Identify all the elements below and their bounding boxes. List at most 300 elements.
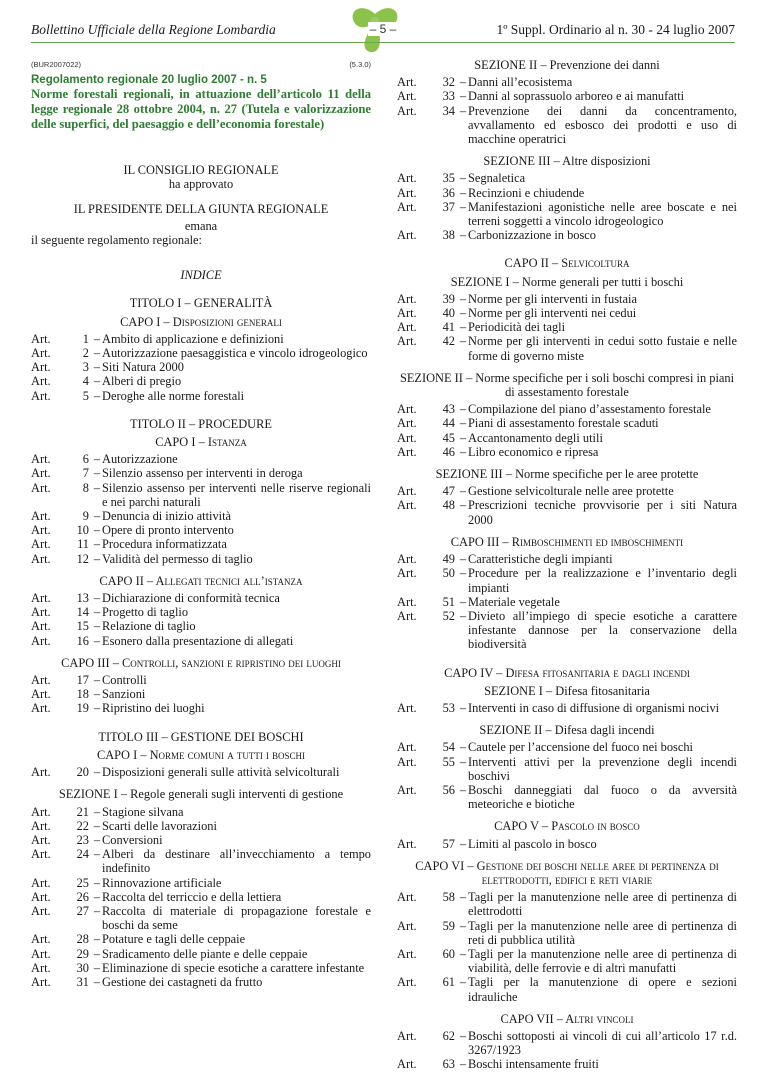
entry-number: 63 bbox=[442, 1057, 455, 1072]
entry-art-label: Art. bbox=[31, 889, 51, 904]
entry-dash: – bbox=[93, 551, 101, 566]
entry-dash: – bbox=[459, 946, 467, 961]
entry-number: 25 bbox=[76, 875, 89, 890]
index-entry bbox=[397, 416, 737, 430]
section-heading: CAPO IV – Difesa fitosanitaria e dagli incendi bbox=[444, 665, 690, 680]
bur-code: (BUR2007022) bbox=[31, 60, 82, 69]
entry-number: 26 bbox=[76, 889, 89, 904]
entry-dash: – bbox=[459, 185, 467, 200]
subsection-heading: CAPO III – Rimboschimenti ed imboschimenti bbox=[450, 534, 684, 549]
entry-number: 40 bbox=[442, 306, 455, 321]
entry-dash: – bbox=[459, 594, 467, 609]
entry-title: Compilazione del piano d’assestamento forestale bbox=[468, 402, 711, 417]
section-heading: TITOLO III – GESTIONE DEI BOSCHI bbox=[98, 729, 304, 744]
entry-art-label: Art. bbox=[397, 306, 417, 321]
entry-dash: – bbox=[459, 975, 467, 990]
index-entry bbox=[31, 591, 371, 605]
index-entry bbox=[31, 890, 371, 904]
entry-number: 1 bbox=[82, 331, 89, 346]
index-entry bbox=[397, 320, 737, 334]
entry-number: 2 bbox=[82, 346, 89, 361]
entry-title: Procedure per la realizzazione e l’inventario degli impianti bbox=[468, 566, 737, 595]
entry-art-label: Art. bbox=[31, 388, 51, 403]
index-entry bbox=[397, 89, 737, 103]
entry-title: Gestione dei castagneti da frutto bbox=[102, 974, 263, 989]
entry-dash: – bbox=[459, 608, 467, 623]
entry-art-label: Art. bbox=[31, 960, 51, 975]
entry-dash: – bbox=[93, 619, 101, 634]
entry-dash: – bbox=[459, 199, 467, 214]
bur-ref: (5.3.0) bbox=[349, 60, 371, 69]
entry-art-label: Art. bbox=[31, 875, 51, 890]
entry-number: 29 bbox=[76, 946, 89, 961]
entry-dash: – bbox=[93, 360, 101, 375]
index-entry bbox=[31, 833, 371, 847]
president-line: IL PRESIDENTE DELLA GIUNTA REGIONALE bbox=[73, 201, 329, 216]
entry-art-label: Art. bbox=[397, 1028, 417, 1043]
entry-art-label: Art. bbox=[31, 619, 51, 634]
entry-number: 53 bbox=[442, 700, 455, 715]
entry-dash: – bbox=[459, 334, 467, 349]
entry-dash: – bbox=[459, 890, 467, 905]
entry-number: 28 bbox=[76, 932, 89, 947]
enacts-line: emana bbox=[184, 218, 218, 233]
entry-title: Raccolta del terriccio e della lettiera bbox=[102, 889, 282, 904]
entry-title: Procedura informatizzata bbox=[102, 537, 227, 552]
entry-art-label: Art. bbox=[31, 374, 51, 389]
entry-art-label: Art. bbox=[397, 1057, 417, 1072]
index-entry bbox=[397, 200, 737, 228]
index-entry bbox=[397, 292, 737, 306]
entry-title: Caratteristiche degli impianti bbox=[468, 552, 613, 567]
entry-art-label: Art. bbox=[397, 498, 417, 513]
index-heading: INDICE bbox=[180, 268, 222, 283]
entry-art-label: Art. bbox=[397, 444, 417, 459]
subsection-heading: CAPO I – Istanza bbox=[155, 435, 247, 450]
index-entry bbox=[397, 445, 737, 459]
header-publication: Bollettino Ufficiale della Regione Lombardia bbox=[31, 22, 276, 37]
entry-number: 24 bbox=[76, 847, 89, 862]
entry-title: Norme per gli interventi in cedui sotto fustaie e nelle forme di governo miste bbox=[468, 334, 737, 363]
entry-title: Ripristino dei luoghi bbox=[102, 701, 205, 716]
entry-dash: – bbox=[93, 687, 101, 702]
entry-number: 59 bbox=[442, 918, 455, 933]
right-column bbox=[397, 58, 737, 1072]
entry-number: 4 bbox=[82, 374, 89, 389]
entry-dash: – bbox=[93, 701, 101, 716]
entry-dash: – bbox=[459, 754, 467, 769]
index-entry bbox=[31, 374, 371, 388]
bur-codes bbox=[31, 58, 371, 72]
index-entry bbox=[397, 740, 737, 754]
entry-dash: – bbox=[459, 700, 467, 715]
index-entry bbox=[397, 890, 737, 918]
entry-number: 57 bbox=[442, 836, 455, 851]
entry-number: 45 bbox=[442, 430, 455, 445]
entry-dash: – bbox=[93, 960, 101, 975]
index-entry bbox=[397, 947, 737, 975]
entry-number: 55 bbox=[442, 754, 455, 769]
entry-dash: – bbox=[93, 633, 101, 648]
header-issue: 1º Suppl. Ordinario al n. 30 - 24 luglio 2007 bbox=[496, 22, 735, 37]
subsection-heading: CAPO VII – Altri vincoli bbox=[500, 1011, 634, 1026]
index-entry bbox=[397, 701, 737, 715]
entry-number: 43 bbox=[442, 402, 455, 417]
entry-title: Alberi da destinare all’invecchiamento a tempo indefinito bbox=[102, 847, 371, 876]
entry-art-label: Art. bbox=[31, 946, 51, 961]
index-entry bbox=[31, 552, 371, 566]
entry-art-label: Art. bbox=[397, 171, 417, 186]
index-entry bbox=[397, 1057, 737, 1071]
entry-dash: – bbox=[459, 484, 467, 499]
entry-title: Conversioni bbox=[102, 832, 163, 847]
index-entry bbox=[397, 104, 737, 147]
entry-dash: – bbox=[93, 875, 101, 890]
entry-dash: – bbox=[459, 171, 467, 186]
entry-art-label: Art. bbox=[31, 551, 51, 566]
entry-number: 6 bbox=[82, 452, 89, 467]
entry-art-label: Art. bbox=[397, 185, 417, 200]
entry-art-label: Art. bbox=[397, 782, 417, 797]
entry-number: 62 bbox=[442, 1028, 455, 1043]
index-entry bbox=[397, 566, 737, 594]
entry-art-label: Art. bbox=[31, 346, 51, 361]
entry-title: Cautele per l’accensione del fuoco nei boschi bbox=[468, 740, 694, 755]
index-entry bbox=[397, 919, 737, 947]
approved-line: ha approvato bbox=[168, 177, 234, 192]
entry-title: Norme per gli interventi in fustaia bbox=[468, 291, 637, 306]
entry-art-label: Art. bbox=[31, 687, 51, 702]
index-entry bbox=[31, 605, 371, 619]
header-rule bbox=[31, 42, 735, 43]
index-entry bbox=[397, 783, 737, 811]
entry-art-label: Art. bbox=[397, 700, 417, 715]
index-entry bbox=[31, 805, 371, 819]
entry-art-label: Art. bbox=[397, 199, 417, 214]
entry-art-label: Art. bbox=[397, 836, 417, 851]
entry-art-label: Art. bbox=[31, 804, 51, 819]
index-entry bbox=[31, 509, 371, 523]
entry-art-label: Art. bbox=[397, 594, 417, 609]
entry-dash: – bbox=[459, 402, 467, 417]
entry-dash: – bbox=[459, 89, 467, 104]
index-entry bbox=[31, 975, 371, 989]
entry-dash: – bbox=[459, 566, 467, 581]
subsection-heading: CAPO II – Allegati tecnici all’istanza bbox=[99, 573, 303, 588]
entry-dash: – bbox=[93, 452, 101, 467]
entry-number: 21 bbox=[76, 804, 89, 819]
entry-art-label: Art. bbox=[31, 452, 51, 467]
entry-art-label: Art. bbox=[397, 918, 417, 933]
entry-dash: – bbox=[459, 103, 467, 118]
subsection-heading: SEZIONE I – Difesa fitosanitaria bbox=[484, 683, 650, 698]
subsection-heading: SEZIONE II – Prevenzione dei danni bbox=[474, 58, 660, 72]
entry-art-label: Art. bbox=[31, 903, 51, 918]
entry-title: Tagli per la manutenzione nelle aree di pertinenza di elettrodotti bbox=[468, 890, 737, 919]
entry-number: 39 bbox=[442, 291, 455, 306]
entry-dash: – bbox=[93, 804, 101, 819]
entry-title: Autorizzazione paesaggistica e vincolo idrogeologico bbox=[102, 346, 368, 361]
entry-title: Limiti al pascolo in bosco bbox=[468, 836, 597, 851]
index-entry bbox=[31, 673, 371, 687]
entry-art-label: Art. bbox=[397, 946, 417, 961]
right-index bbox=[397, 58, 737, 1072]
entry-number: 36 bbox=[442, 185, 455, 200]
entry-dash: – bbox=[93, 673, 101, 688]
entry-number: 19 bbox=[76, 701, 89, 716]
entry-art-label: Art. bbox=[31, 633, 51, 648]
entry-number: 23 bbox=[76, 832, 89, 847]
entry-title: Danni all’ecosistema bbox=[468, 75, 573, 90]
entry-number: 3 bbox=[82, 360, 89, 375]
index-entry bbox=[397, 306, 737, 320]
subsection-heading: CAPO I – Disposizioni generali bbox=[120, 314, 282, 329]
entry-title: Piani di assestamento forestale scaduti bbox=[468, 416, 659, 431]
index-entry bbox=[397, 837, 737, 851]
index-entry bbox=[397, 595, 737, 609]
index-entry bbox=[31, 360, 371, 374]
entry-dash: – bbox=[93, 466, 101, 481]
entry-number: 54 bbox=[442, 740, 455, 755]
index-entry bbox=[397, 75, 737, 89]
entry-art-label: Art. bbox=[31, 701, 51, 716]
entry-art-label: Art. bbox=[397, 402, 417, 417]
index-entry bbox=[31, 687, 371, 701]
entry-title: Autorizzazione bbox=[102, 452, 178, 467]
entry-dash: – bbox=[93, 932, 101, 947]
following-line: il seguente regolamento regionale: bbox=[31, 233, 202, 247]
entry-dash: – bbox=[93, 509, 101, 524]
entry-title: Ambito di applicazione e definizioni bbox=[102, 331, 284, 346]
entry-title: Materiale vegetale bbox=[468, 594, 560, 609]
entry-art-label: Art. bbox=[31, 974, 51, 989]
entry-dash: – bbox=[93, 605, 101, 620]
subsection-heading: SEZIONE I – Regole generali sugli interventi di gestione bbox=[58, 787, 344, 802]
entry-art-label: Art. bbox=[397, 228, 417, 243]
entry-number: 38 bbox=[442, 228, 455, 243]
page-number: – 5 – bbox=[369, 22, 397, 36]
index-entry bbox=[397, 402, 737, 416]
subsection-heading: SEZIONE III – Norme specifiche per le aree protette bbox=[435, 467, 699, 482]
index-entry bbox=[31, 765, 371, 779]
index-entry bbox=[31, 847, 371, 875]
entry-dash: – bbox=[459, 228, 467, 243]
entry-title: Libro economico e ripresa bbox=[468, 444, 599, 459]
entry-title: Prescrizioni tecniche provvisorie per i siti Natura 2000 bbox=[468, 498, 737, 527]
entry-art-label: Art. bbox=[397, 103, 417, 118]
page-header bbox=[0, 0, 768, 50]
index-entry bbox=[31, 332, 371, 346]
entry-art-label: Art. bbox=[397, 75, 417, 90]
entry-title: Alberi di pregio bbox=[102, 374, 182, 389]
entry-dash: – bbox=[459, 416, 467, 431]
entry-title: Denuncia di inizio attività bbox=[102, 509, 232, 524]
entry-title: Tagli per la manutenzione nelle aree di pertinenza di reti di pubblica utilità bbox=[468, 918, 737, 947]
council-line: IL CONSIGLIO REGIONALE bbox=[123, 163, 279, 178]
entry-dash: – bbox=[93, 974, 101, 989]
entry-number: 47 bbox=[442, 484, 455, 499]
entry-art-label: Art. bbox=[397, 416, 417, 431]
entry-dash: – bbox=[93, 903, 101, 918]
entry-title: Sradicamento delle piante e delle ceppaie bbox=[102, 946, 308, 961]
entry-art-label: Art. bbox=[31, 523, 51, 538]
index-entry bbox=[397, 171, 737, 185]
entry-number: 61 bbox=[442, 975, 455, 990]
entry-dash: – bbox=[93, 480, 101, 495]
entry-number: 51 bbox=[442, 594, 455, 609]
entry-art-label: Art. bbox=[31, 832, 51, 847]
entry-title: Prevenzione dei danni da concentramento, avvallamento ed esbosco dei prodotti e uso di macchine operatrici bbox=[468, 103, 737, 147]
index-entry bbox=[31, 634, 371, 648]
entry-dash: – bbox=[459, 498, 467, 513]
entry-title: Gestione selvicolturale nelle aree protette bbox=[468, 484, 674, 499]
entry-title: Boschi danneggiati dal fuoco o da avversità meteoriche e biotiche bbox=[468, 782, 737, 812]
entry-dash: – bbox=[459, 1028, 467, 1043]
entry-art-label: Art. bbox=[31, 509, 51, 524]
entry-art-label: Art. bbox=[397, 334, 417, 349]
entry-title: Disposizioni generali sulle attività selvicolturali bbox=[102, 765, 340, 780]
entry-number: 52 bbox=[442, 608, 455, 623]
index-entry bbox=[31, 523, 371, 537]
entry-number: 10 bbox=[76, 523, 89, 538]
entry-art-label: Art. bbox=[31, 932, 51, 947]
entry-number: 37 bbox=[442, 199, 455, 214]
entry-number: 60 bbox=[442, 946, 455, 961]
left-index bbox=[31, 296, 371, 989]
entry-dash: – bbox=[93, 591, 101, 606]
index-entry bbox=[31, 481, 371, 509]
entry-title: Accantonamento degli utili bbox=[468, 430, 603, 445]
entry-art-label: Art. bbox=[397, 430, 417, 445]
index-entry bbox=[397, 334, 737, 362]
entry-art-label: Art. bbox=[31, 480, 51, 495]
index-entry bbox=[31, 346, 371, 360]
entry-number: 16 bbox=[76, 633, 89, 648]
entry-title: Silenzio assenso per interventi nelle riserve regionali e nei parchi naturali bbox=[102, 480, 371, 509]
index-entry bbox=[397, 431, 737, 445]
section-heading: TITOLO II – PROCEDURE bbox=[130, 416, 272, 431]
entry-title: Boschi sottoposti ai vincoli di cui all’articolo 17 r.d. 3267/1923 bbox=[468, 1028, 737, 1058]
entry-title: Interventi in caso di diffusione di organismi nocivi bbox=[468, 700, 720, 715]
entry-art-label: Art. bbox=[397, 754, 417, 769]
entry-title: Danni al soprassuolo arboreo e ai manufatti bbox=[468, 89, 685, 104]
entry-number: 14 bbox=[76, 605, 89, 620]
entry-number: 17 bbox=[76, 673, 89, 688]
index-entry bbox=[397, 186, 737, 200]
entry-number: 41 bbox=[442, 320, 455, 335]
entry-art-label: Art. bbox=[31, 537, 51, 552]
entry-dash: – bbox=[459, 552, 467, 567]
entry-art-label: Art. bbox=[31, 605, 51, 620]
entry-number: 13 bbox=[76, 591, 89, 606]
index-entry bbox=[31, 961, 371, 975]
entry-art-label: Art. bbox=[397, 975, 417, 990]
entry-title: Raccolta di materiale di propagazione forestale e boschi da seme bbox=[102, 903, 371, 933]
entry-number: 30 bbox=[76, 960, 89, 975]
entry-title: Dichiarazione di conformità tecnica bbox=[102, 591, 280, 606]
subsection-heading: CAPO III – Controlli, sanzioni e ripristino dei luoghi bbox=[61, 655, 341, 670]
index-entry bbox=[397, 552, 737, 566]
entry-title: Validità del permesso di taglio bbox=[102, 551, 253, 566]
subsection-heading: CAPO V – Pascolo in bosco bbox=[494, 819, 640, 834]
entry-dash: – bbox=[93, 388, 101, 403]
entry-title: Norme per gli interventi nei cedui bbox=[468, 306, 637, 321]
entry-number: 22 bbox=[76, 818, 89, 833]
entry-dash: – bbox=[93, 346, 101, 361]
entry-title: Boschi intensamente fruiti bbox=[468, 1057, 599, 1072]
index-entry bbox=[397, 484, 737, 498]
entry-number: 48 bbox=[442, 498, 455, 513]
entry-dash: – bbox=[459, 444, 467, 459]
section-heading: CAPO II – Selvicoltura bbox=[504, 256, 630, 271]
entry-title: Stagione silvana bbox=[102, 804, 184, 819]
subsection-heading: SEZIONE II – Difesa dagli incendi bbox=[479, 723, 655, 738]
entry-title: Recinzioni e chiudende bbox=[468, 185, 585, 200]
index-entry bbox=[31, 452, 371, 466]
entry-dash: – bbox=[459, 740, 467, 755]
subsection-heading: CAPO I – Norme comuni a tutti i boschi bbox=[96, 747, 306, 762]
entry-title: Potature e tagli delle ceppaie bbox=[102, 932, 246, 947]
subsection-heading: CAPO VI – Gestione dei boschi nelle aree di pertinenza di elettrodotti, edifici e reti viarie bbox=[415, 858, 719, 887]
entry-art-label: Art. bbox=[31, 466, 51, 481]
index-entry bbox=[397, 228, 737, 242]
entry-number: 44 bbox=[442, 416, 455, 431]
index-entry bbox=[397, 1029, 737, 1057]
entry-dash: – bbox=[93, 331, 101, 346]
entry-art-label: Art. bbox=[397, 890, 417, 905]
regulation-title: Regolamento regionale 20 luglio 2007 - n. 5 bbox=[31, 74, 267, 87]
regulation-subtitle: Norme forestali regionali, in attuazione dell’articolo 11 della legge regionale 28 ottobre 2004, n. 27 (Tutela e valorizzazione delle superfici, del paesaggio e dell’economia forestale) bbox=[31, 87, 371, 131]
index-entry bbox=[31, 389, 371, 403]
entry-dash: – bbox=[459, 1057, 467, 1072]
entry-title: Opere di pronto intervento bbox=[102, 523, 234, 538]
entry-title: Tagli per la manutenzione nelle aree di pertinenza di viabilità, delle ferrovie e di altri manufatti bbox=[468, 946, 737, 976]
entry-number: 58 bbox=[442, 890, 455, 905]
entry-art-label: Art. bbox=[397, 484, 417, 499]
index-entry bbox=[31, 876, 371, 890]
index-entry bbox=[397, 975, 737, 1003]
entry-number: 8 bbox=[82, 480, 89, 495]
entry-art-label: Art. bbox=[31, 360, 51, 375]
entry-number: 50 bbox=[442, 566, 455, 581]
entry-number: 56 bbox=[442, 782, 455, 797]
entry-art-label: Art. bbox=[31, 847, 51, 862]
subsection-heading: SEZIONE II – Norme specifiche per i soli boschi compresi in piani di assestamento forestale bbox=[399, 370, 735, 400]
entry-dash: – bbox=[459, 836, 467, 851]
entry-title: Esonero dalla presentazione di allegati bbox=[102, 633, 294, 648]
entry-dash: – bbox=[93, 523, 101, 538]
entry-dash: – bbox=[459, 320, 467, 335]
entry-dash: – bbox=[93, 889, 101, 904]
entry-dash: – bbox=[93, 832, 101, 847]
entry-dash: – bbox=[93, 374, 101, 389]
entry-dash: – bbox=[459, 430, 467, 445]
entry-title: Progetto di taglio bbox=[102, 605, 189, 620]
entry-art-label: Art. bbox=[397, 291, 417, 306]
index-entry bbox=[31, 619, 371, 633]
entry-number: 27 bbox=[76, 903, 89, 918]
entry-number: 46 bbox=[442, 444, 455, 459]
entry-title: Silenzio assenso per interventi in deroga bbox=[102, 466, 303, 481]
entry-number: 12 bbox=[76, 551, 89, 566]
section-heading: TITOLO I – GENERALITÀ bbox=[129, 296, 273, 311]
entry-number: 33 bbox=[442, 89, 455, 104]
index-entry bbox=[31, 466, 371, 480]
entry-number: 31 bbox=[76, 974, 89, 989]
index-entry bbox=[397, 498, 737, 526]
entry-number: 42 bbox=[442, 334, 455, 349]
entry-art-label: Art. bbox=[31, 331, 51, 346]
